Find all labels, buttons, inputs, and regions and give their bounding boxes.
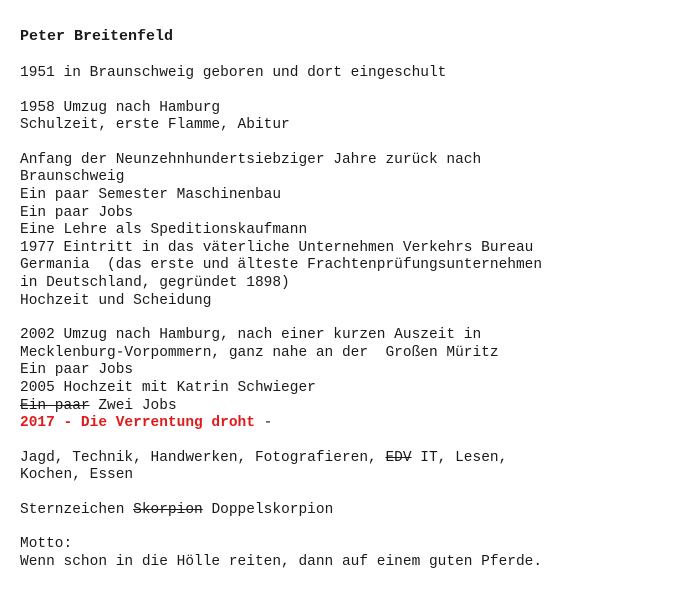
text-line [20,100,660,118]
text-line [20,169,660,187]
text-segment: 1958 Umzug nach Hamburg [20,99,221,116]
text-line [20,327,660,345]
text-segment: Kochen, Essen [20,467,134,484]
text-line [20,502,660,520]
text-segment: 2002 Umzug nach Hamburg, nach einer kurzen Auszeit in [20,327,482,344]
text-line [20,554,660,572]
document-page [20,28,660,589]
text-segment: Anfang der Neunzehnhundertsiebziger Jahre zurück nach [20,151,482,168]
text-segment: Eine Lehre als Speditionskaufmann [20,222,308,239]
paragraph-block [20,502,660,520]
text-segment: Ein paar Jobs [20,204,134,221]
text-segment: in Deutschland, gegründet 1898) [20,274,290,291]
text-segment: Wenn schon in die Hölle reiten, dann auf einem guten Pferde. [20,554,543,571]
text-segment: 1951 in Braunschweig geboren und dort eingeschult [20,65,447,81]
text-segment: Ein paar Semester Maschinenbau [20,186,282,203]
text-line [20,65,660,83]
text-segment: Braunschweig [20,169,125,186]
paragraph-block [20,152,660,310]
text-segment: Sternzeichen [20,501,134,518]
text-line [20,536,660,554]
text-line [20,467,660,485]
text-segment: Zwei Jobs [89,397,177,414]
paragraph-block [20,65,660,83]
text-segment: - [254,415,273,432]
text-segment: Jagd, Technik, Handwerken, Fotografieren, [20,449,386,466]
text-line [20,152,660,170]
text-line [20,205,660,223]
text-segment: 2005 Hochzeit mit Katrin Schwieger [20,379,316,396]
highlighted-text: 2017 - Die Verrentung droht [20,415,255,432]
text-segment: 1977 Eintritt in das väterliche Unternehmen Verkehrs Bureau [20,239,534,256]
text-line [20,398,660,416]
text-line [20,117,660,135]
text-line [20,415,660,433]
text-segment: Doppelskorpion [202,501,334,518]
text-segment: Hochzeit und Scheidung [20,292,212,309]
paragraph-block [20,536,660,571]
text-line [20,275,660,293]
paragraph-block [20,450,660,485]
text-line [20,345,660,363]
text-segment: Motto: [20,536,73,553]
text-line [20,240,660,258]
struck-text: EDV [385,449,412,466]
text-segment: Mecklenburg-Vorpommern, ganz nahe an der Großen Müritz [20,344,499,361]
paragraph-block [20,327,660,433]
text-segment: Schulzeit, erste Flamme, Abitur [20,117,290,134]
struck-text: Ein paar [20,397,90,414]
text-line [20,380,660,398]
text-line [20,187,660,205]
text-segment: Ein paar Jobs [20,362,134,379]
text-segment: IT, Lesen, [411,449,508,466]
text-line [20,450,660,468]
text-line [20,222,660,240]
struck-text: Skorpion [133,501,203,518]
text-segment: Germania (das erste und älteste Frachtenprüfungsunternehmen [20,257,543,274]
document-body [20,65,660,572]
text-line [20,362,660,380]
paragraph-block [20,100,660,135]
text-line [20,293,660,311]
document-title: Peter Breitenfeld [20,28,174,45]
text-line [20,257,660,275]
